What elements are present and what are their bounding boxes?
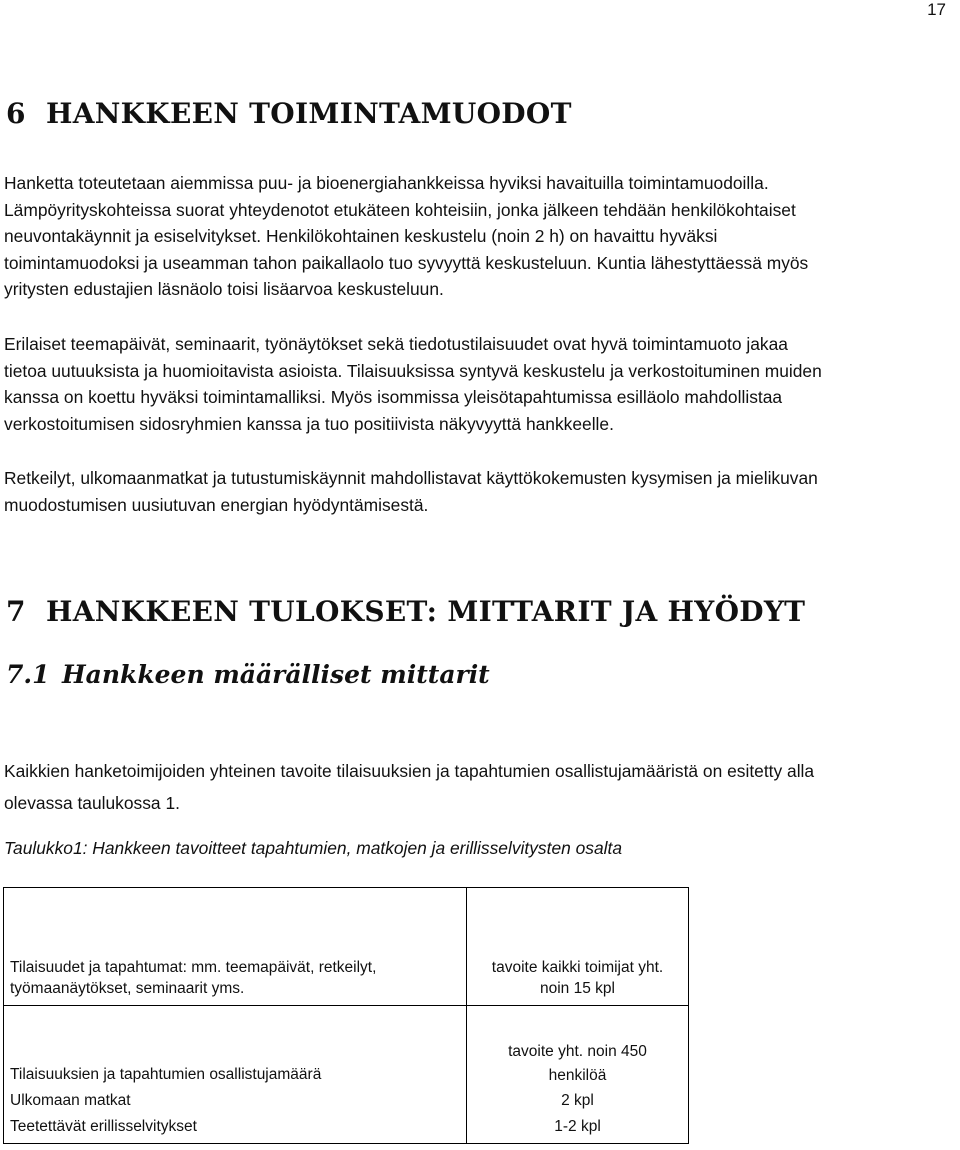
text-line: kanssa on koettu hyväksi toimintamalliksi. Myös isommissa yleisötapahtumissa esilläolo mahdollistaa bbox=[4, 387, 783, 407]
table-row bbox=[4, 1006, 689, 1144]
cell-text: tavoite kaikki toimijat yht. bbox=[491, 959, 664, 976]
text-line: neuvontakäynnit ja esiselvitykset. Henkilökohtainen keskustelu (noin 2 h) on havaittu hyväksi bbox=[4, 226, 718, 246]
text-line: tietoa uutuuksista ja huomioitavista asioista. Tilaisuuksissa syntyvä keskustelu ja verkostoituminen muiden bbox=[4, 360, 822, 381]
text-line: Retkeilyt, ulkomaanmatkat ja tutustumiskäynnit mahdollistavat käyttökokemusten kysymisen ja mielikuvan bbox=[4, 468, 818, 488]
table-row bbox=[4, 888, 689, 1006]
section-7-title: HANKKEEN TULOKSET: MITTARIT JA HYÖDYT bbox=[46, 595, 806, 628]
cell-text: Tilaisuudet ja tapahtumat: mm. teemapäivät, retkeilyt, bbox=[10, 959, 377, 976]
section-7-1-intro bbox=[4, 755, 956, 819]
cell-text: tavoite yht. noin 450 bbox=[508, 1043, 647, 1060]
section-6-number: 6 bbox=[6, 97, 26, 130]
table-caption: Taulukko1: Hankkeen tavoitteet tapahtumien, matkojen ja erillisselvitysten osalta bbox=[4, 838, 623, 858]
cell-text: Teetettävät erillisselvitykset bbox=[10, 1118, 197, 1135]
table-cell bbox=[4, 1006, 467, 1144]
metrics-table bbox=[3, 887, 689, 1144]
section-6-paragraph-2 bbox=[4, 331, 956, 437]
section-7-number: 7 bbox=[6, 595, 26, 628]
text-line: yritysten edustajien läsnäolo toisi lisäarvoa keskusteluun. bbox=[4, 279, 444, 299]
text-line: Lämpöyrityskohteissa suorat yhteydenotot etukäteen kohteisiin, jonka jälkeen tehdään henkilökohtaiset bbox=[4, 199, 796, 220]
section-6-paragraph-1 bbox=[4, 170, 956, 303]
cell-text: noin 15 kpl bbox=[540, 980, 615, 997]
section-7-1-title: Hankkeen määrälliset mittarit bbox=[62, 660, 490, 689]
table-cell bbox=[4, 888, 467, 1006]
text-line: muodostumisen uusiutuvan energian hyödyntämisestä. bbox=[4, 494, 429, 515]
text-line: Erilaiset teemapäivät, seminaarit, työnäytökset sekä tiedotustilaisuudet ovat hyvä toimintamuoto jakaa bbox=[4, 334, 788, 354]
table-cell bbox=[467, 1006, 689, 1144]
text-line: olevassa taulukossa 1. bbox=[4, 793, 180, 813]
cell-text: Ulkomaan matkat bbox=[10, 1092, 131, 1109]
cell-text: 2 kpl bbox=[561, 1092, 594, 1109]
section-6-paragraph-3 bbox=[4, 465, 956, 518]
section-7-1-number: 7.1 bbox=[6, 660, 50, 689]
section-6-heading bbox=[6, 97, 572, 130]
section-7-heading bbox=[6, 595, 805, 628]
section-6-title: HANKKEEN TOIMINTAMUODOT bbox=[46, 97, 572, 130]
cell-text: 1-2 kpl bbox=[554, 1118, 601, 1135]
cell-text: Tilaisuuksien ja tapahtumien osallistujamäärä bbox=[10, 1066, 322, 1083]
text-line: Hanketta toteutetaan aiemmissa puu- ja bioenergiahankkeissa hyviksi havaituilla toimintamuodoilla. bbox=[4, 173, 769, 193]
cell-text: henkilöä bbox=[548, 1067, 607, 1084]
cell-text bbox=[10, 1040, 460, 1062]
table-cell bbox=[467, 888, 689, 1006]
text-line: Kaikkien hanketoimijoiden yhteinen tavoite tilaisuuksien ja tapahtumien osallistujamääristä on esitetty alla bbox=[4, 761, 815, 781]
text-line: toimintamuodoksi ja useamman tahon paikallaolo tuo syvyyttä keskusteluun. Kuntia lähestyttäessä myös bbox=[4, 252, 809, 273]
text-line: verkostoitumisen sidosryhmien kanssa ja tuo positiivista näkyvyyttä hankkeelle. bbox=[4, 413, 614, 434]
cell-text: työmaanäytökset, seminaarit yms. bbox=[10, 980, 245, 997]
page-number: 17 bbox=[927, 0, 946, 19]
section-7-1-heading bbox=[6, 660, 490, 689]
